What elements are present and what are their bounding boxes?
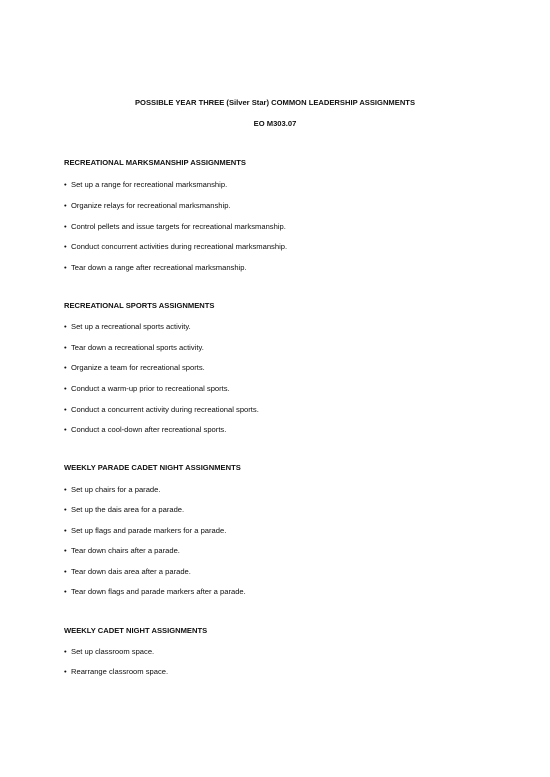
list-item-text: Tear down chairs after a parade.	[71, 546, 180, 555]
list-item-text: Set up a recreational sports activity.	[71, 322, 191, 331]
bullet: •	[64, 587, 67, 596]
list-item-text: Conduct concurrent activities during recreational marksmanship.	[71, 242, 288, 251]
bullet: •	[64, 201, 67, 210]
document-subtitle: EO M303.07	[253, 119, 297, 128]
bullet: •	[64, 505, 67, 514]
list-item-text: Set up the dais area for a parade.	[71, 505, 185, 514]
bullet: •	[64, 526, 67, 535]
bullet: •	[64, 405, 67, 414]
list-item	[64, 667, 168, 677]
section-heading: RECREATIONAL SPORTS ASSIGNMENTS	[64, 301, 215, 310]
list-item-text: Set up chairs for a parade.	[71, 485, 161, 494]
list-item	[64, 546, 180, 556]
list-item-text: Conduct a cool-down after recreational sports.	[71, 425, 227, 434]
bullet: •	[64, 180, 67, 189]
document-title: POSSIBLE YEAR THREE (Silver Star) COMMON LEADERSHIP ASSIGNMENTS	[134, 98, 416, 107]
list-item	[64, 405, 259, 415]
list-item-text: Conduct a warm-up prior to recreational sports.	[71, 384, 230, 393]
list-item-text: Set up classroom space.	[71, 647, 155, 656]
list-item	[64, 180, 227, 190]
list-item	[64, 222, 286, 232]
section-heading: RECREATIONAL MARKSMANSHIP ASSIGNMENTS	[64, 158, 246, 167]
list-item	[64, 242, 287, 252]
list-item-text: Rearrange classroom space.	[71, 667, 169, 676]
list-item	[64, 567, 191, 577]
bullet: •	[64, 485, 67, 494]
list-item	[64, 647, 154, 657]
bullet: •	[64, 242, 67, 251]
list-item	[64, 343, 204, 353]
list-item	[64, 201, 231, 211]
list-item	[64, 384, 230, 394]
list-item	[64, 263, 247, 273]
list-item-text: Control pellets and issue targets for recreational marksmanship.	[71, 222, 286, 231]
bullet: •	[64, 384, 67, 393]
list-item-text: Set up a range for recreational marksmanship.	[71, 180, 228, 189]
list-item-text: Tear down a recreational sports activity.	[71, 343, 204, 352]
section-heading: WEEKLY CADET NIGHT ASSIGNMENTS	[64, 626, 208, 635]
section-heading: WEEKLY PARADE CADET NIGHT ASSIGNMENTS	[64, 463, 241, 472]
bullet: •	[64, 363, 67, 372]
bullet: •	[64, 222, 67, 231]
list-item-text: Organize a team for recreational sports.	[71, 363, 205, 372]
bullet: •	[64, 425, 67, 434]
list-item	[64, 322, 191, 332]
bullet: •	[64, 546, 67, 555]
bullet: •	[64, 647, 67, 656]
list-item	[64, 505, 184, 515]
list-item-text: Conduct a concurrent activity during recreational sports.	[71, 405, 259, 414]
list-item-text: Tear down dais area after a parade.	[71, 567, 191, 576]
list-item	[64, 485, 161, 495]
list-item	[64, 425, 226, 435]
list-item-text: Organize relays for recreational marksmanship.	[71, 201, 231, 210]
list-item-text: Tear down a range after recreational marksmanship.	[71, 263, 247, 272]
list-item	[64, 526, 226, 536]
bullet: •	[64, 343, 67, 352]
list-item	[64, 363, 205, 373]
bullet: •	[64, 263, 67, 272]
list-item-text: Set up flags and parade markers for a parade.	[71, 526, 227, 535]
bullet: •	[64, 667, 67, 676]
bullet: •	[64, 567, 67, 576]
list-item-text: Tear down flags and parade markers after a parade.	[71, 587, 246, 596]
bullet: •	[64, 322, 67, 331]
list-item	[64, 587, 246, 597]
